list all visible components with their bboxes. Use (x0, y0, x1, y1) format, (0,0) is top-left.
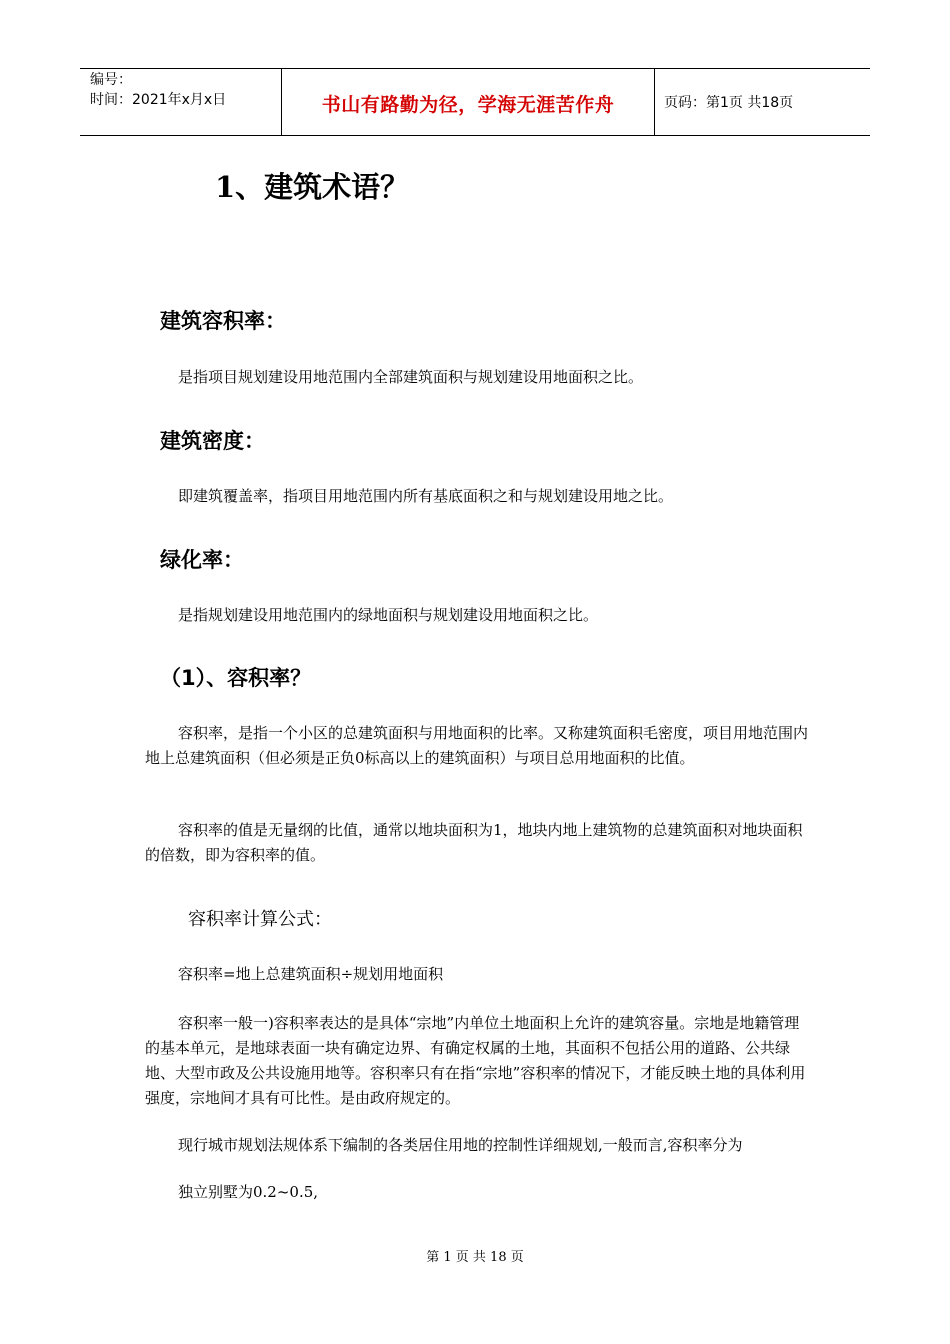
paragraph-plot-ratio-definition: 容积率，是指一个小区的总建筑面积与用地面积的比率。又称建筑面积毛密度，项目用地范围内地上总建筑面积（但必须是正负0标高以上的建筑面积）与项目总用地面积的比值。 (145, 724, 809, 767)
page-footer: 第 1 页 共 18 页 (426, 1250, 524, 1265)
formula-heading: 容积率计算公式： (188, 909, 332, 930)
formula-text: 容积率=地上总建筑面积÷规划用地面积 (178, 965, 444, 983)
header-meta (90, 70, 226, 110)
section-heading-building-density: 建筑密度： (160, 429, 265, 453)
header-top-border (80, 68, 870, 69)
paragraph-parcel: 容积率一般一)容积率表达的是具体“宗地”内单位土地面积上允许的建筑容量。宗地是地籍管理的基本单元，是地球表面一块有确定边界、有确定权属的土地，其面积不包括公用的道路、公共绿地、大型市政及公共设施用地等。容积率只有在指“宗地”容积率的情况下，才能反映土地的具体利用强度，宗地间才具有可比性。是由政府规定的。 (145, 1014, 806, 1107)
section-text-green-ratio: 是指规划建设用地范围内的绿地面积与规划建设用地面积之比。 (178, 606, 599, 624)
section-heading-green-ratio: 绿化率： (160, 548, 244, 572)
section-heading-plot-ratio: 建筑容积率： (160, 309, 286, 333)
header-page-label: 页码：第1页 共18页 (664, 95, 794, 111)
section-text-plot-ratio: 是指项目规划建设用地范围内全部建筑面积与规划建设用地面积之比。 (178, 368, 644, 386)
header-motto: 书山有路勤为径，学海无涯苦作舟 (321, 94, 615, 116)
paragraph-villa-ratio: 独立别墅为0.2~0.5, (178, 1183, 319, 1201)
paragraph-regulation: 现行城市规划法规体系下编制的各类居住用地的控制性详细规划,一般而言,容积率分为 (178, 1136, 743, 1154)
subsection-heading-plot-ratio: （1）、容积率？ (160, 666, 312, 690)
paragraph-plot-ratio-value: 容积率的值是无量纲的比值，通常以地块面积为1，地块内地上建筑物的总建筑面积对地块面积的倍数，即为容积率的值。 (145, 821, 803, 864)
section-text-building-density: 即建筑覆盖率，指项目用地范围内所有基底面积之和与规划建设用地之比。 (178, 487, 674, 505)
page-title: 1、建筑术语？ (215, 170, 410, 204)
header-number-label: 编号： (90, 72, 132, 88)
header-divider-2 (654, 68, 655, 136)
header-bottom-border (80, 135, 870, 136)
header-time-label: 时间：2021年x月x日 (90, 92, 227, 108)
